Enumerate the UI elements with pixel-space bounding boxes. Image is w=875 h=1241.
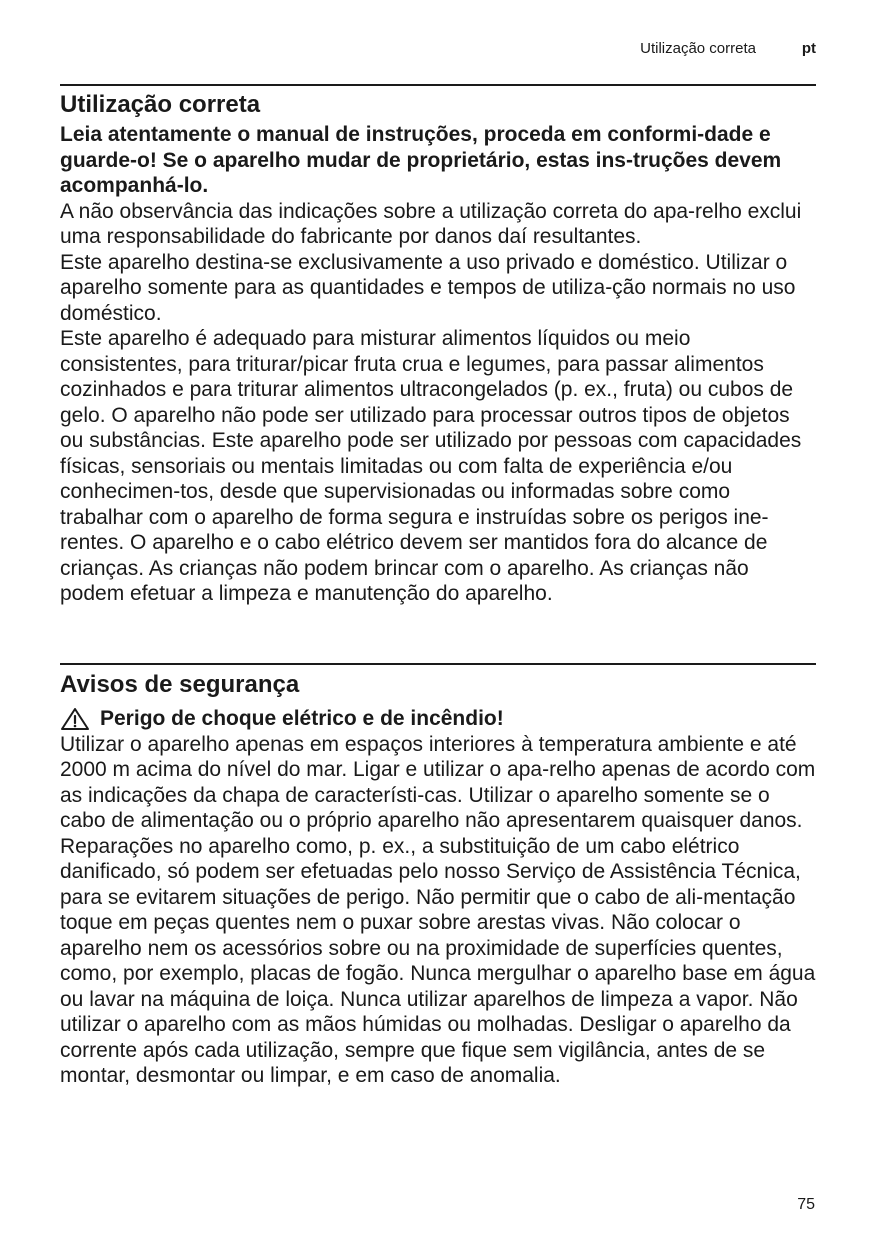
section2-heading: Avisos de segurança	[60, 671, 300, 698]
section2-divider	[60, 663, 816, 665]
section1-lead: Leia atentamente o manual de instruções, proceda em conformi-dade e guarde-o! Se o aparelho mudar de proprietário, estas ins-truções devem acompanhá-lo.	[60, 123, 782, 197]
page-header	[60, 40, 816, 62]
warning-title: Perigo de choque elétrico e de incêndio!	[100, 707, 504, 730]
section1-paragraph-1: A não observância das indicações sobre a utilização correta do apa-relho exclui uma responsabilidade do fabricante por danos daí resultantes.	[60, 199, 802, 248]
header-section-title: Utilização correta	[640, 40, 756, 57]
section1-divider	[60, 84, 816, 86]
section-correct-use	[60, 90, 816, 607]
section1-paragraph-3: Este aparelho é adequado para misturar alimentos líquidos ou meio consistentes, para triturar/picar fruta crua e legumes, para passar alimentos cozinhados e para triturar alimentos ultracongelados (p. ex., fruta) ou cubos de gelo. O aparelho não pode ser utilizado para processar outros tipos de objetos ou substâncias. Este aparelho pode ser utilizado por pessoas com capacidades físicas, sensoriais ou mentais limitadas ou com falta de experiência e/ou conhecimen-tos, desde que supervisionadas ou informadas sobre como trabalhar com o aparelho de forma segura e instruídas sobre os perigos ine-rentes. O aparelho e o cabo elétrico devem ser mantidos fora do alcance de crianças. As crianças não podem brincar com o aparelho. As crianças não podem efetuar a limpeza e manutenção do aparelho.	[60, 327, 802, 605]
warning-triangle-icon	[60, 707, 90, 731]
section1-paragraph-2: Este aparelho destina-se exclusivamente a uso privado e doméstico. Utilizar o aparelho somente para as quantidades e tempos de utiliza-ção normais no uso doméstico.	[60, 250, 796, 325]
page-number: 75	[797, 1196, 815, 1213]
header-language-code: pt	[801, 40, 816, 57]
section-safety-warnings	[60, 670, 816, 1089]
warning-heading	[60, 706, 816, 732]
section1-heading: Utilização correta	[60, 91, 261, 118]
section2-body: Utilizar o aparelho apenas em espaços interiores à temperatura ambiente e até 2000 m acima do nível do mar. Ligar e utilizar o apa-relho apenas de acordo com as indicações da chapa de característi-cas. Utilizar o aparelho somente se o cabo de alimentação ou o próprio aparelho não apresentarem quaisquer danos. Reparações no aparelho como, p. ex., a substituição de um cabo elétrico danificado, só podem ser efetuadas pelo nosso Serviço de Assistência Técnica, para se evitarem situações de perigo. Não permitir que o cabo de ali-mentação toque em peças quentes nem o puxar sobre arestas vivas. Não colocar o aparelho nem os acessórios sobre ou na proximidade de superfícies quentes, como, por exemplo, placas de fogão. Nunca mergulhar o aparelho base em água ou lavar na máquina de loiça. Nunca utilizar aparelhos de limpeza a vapor. Não utilizar o aparelho com as mãos húmidas ou molhadas. Desligar o aparelho da corrente após cada utilização, sempre que fique sem vigilância, antes de se montar, desmontar ou limpar, e em caso de anomalia.	[60, 732, 816, 1087]
